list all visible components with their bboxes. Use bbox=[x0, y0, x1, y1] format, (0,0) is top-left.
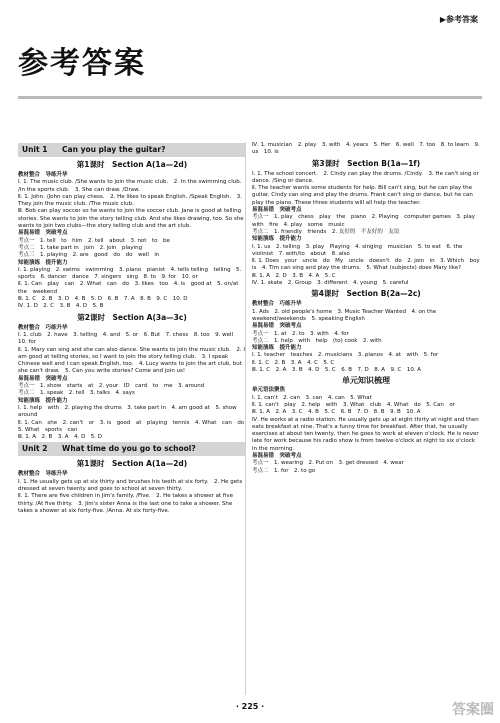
answer-line: Ⅳ. 1. musician 2. play 3. with 4. years 5. Her 6. well 7. too 8. to learn 9. us 10. is bbox=[252, 142, 480, 156]
section-label: 教材整合 巧练升华 bbox=[18, 324, 68, 331]
watermark-logo: 答案圈 bbox=[452, 702, 494, 718]
answer-line: Ⅰ. 1. teacher teaches 2. musicians 3. pianos 4. at with 5. for bbox=[252, 352, 439, 359]
section-label: 教材整合 导练升华 bbox=[18, 172, 68, 178]
answer-line: 考点一 1. show starts at 2. your ID card to me 3. around bbox=[18, 383, 205, 390]
answer-line: Ⅰ. 1. He usually gets up at six thirty and brushes his teeth at six forty. 2. He gets dressed at seven twenty and goes to school at seven thirty. bbox=[18, 478, 243, 492]
answer-line: Ⅰ. 1. The music club. /She wants to join the music club. 2. In the swimming club. /In the sports club. 3. She can draw. /Draw. bbox=[18, 179, 242, 193]
lesson-heading: 第2课时 Section A(3a—3c) bbox=[77, 312, 187, 322]
section-label: 易混易错 突破考点 bbox=[252, 207, 302, 214]
title-divider bbox=[18, 96, 482, 99]
section-label: 单元语法聚焦 bbox=[252, 387, 286, 394]
answer-line: Ⅱ. 1. Can play can 2. What can do 3. likes too 4. is good at 5. on/at the weekend bbox=[18, 281, 244, 295]
answer-line: Ⅱ. 1. Mary can sing and she can also dance. She wants to join the music club. 2. I am good at telling stories, so I want to join the story telling club. 3. I speak Chinese well and I can speak English, too. 4. Lucy wants to join the art club, but she can't draw. 5. Can you write stories? Come and join us! bbox=[18, 346, 246, 375]
answer-line: 考点二 1. take part in join 2. join playing bbox=[18, 244, 143, 251]
lesson-heading: 第1课时 Section A(1a—2d) bbox=[76, 459, 188, 469]
answer-line: Ⅱ. 1. There are five children in Jim's family. /Five. 2. He takes a shower at five thirty. /At five thirty. 3. Jim's sister Anna is the last one to take a shower. She takes a shower at six forty-five. /Anna. At six forty-five. bbox=[18, 493, 234, 514]
unit-1-banner bbox=[18, 143, 246, 157]
section-label: 易混易错 突破考点 bbox=[252, 452, 302, 459]
header-label: ▶参考答案 bbox=[439, 15, 478, 24]
unit-title: Can you play the guitar? bbox=[62, 145, 166, 154]
answer-line: 考点三 1. playing 2. are good do do well in bbox=[18, 252, 160, 259]
lesson-heading: 第4课时 Section B(2a—2c) bbox=[311, 289, 421, 299]
lesson-body bbox=[18, 172, 246, 311]
answer-line: Ⅲ. 1. C 2. B 3. D 4. B 5. D 6. B 7. A 8. B 9. C 10. D bbox=[18, 296, 188, 303]
unit-number: Unit 1 bbox=[22, 145, 48, 154]
answer-line: Ⅱ. 1. Does your uncle do My uncle doesn't do 2. join in 3. Which boy is 4. Tim can sing and play the drums. 5. What (subjects) does Mary like? bbox=[252, 258, 486, 272]
section-label: 易混易错 突破考点 bbox=[18, 375, 68, 382]
lesson-body bbox=[252, 301, 480, 374]
answer-line: 考点一 1. tell to him 2. tell about 3. not to be bbox=[18, 237, 170, 244]
answer-line: 考点二 1. help with help (to) cook 2. with bbox=[252, 337, 382, 344]
answer-line: Ⅰ. 1. playing 2. swims swimming 3. piano pianist 4. tells telling telling 5. sports 6. dancer dance 7. singers sing 8. to 9. for 10. or bbox=[18, 266, 242, 281]
answer-line: Ⅲ. 1. C 2. A 3. B 4. D 5. C 6. B 7. D 8. A 9. C 10. A bbox=[252, 367, 422, 374]
answer-line: 考点二 1. friendly friends 2. 友好的 不友好的 友谊 bbox=[252, 228, 400, 235]
section-label: 知能演练 提升能力 bbox=[252, 236, 302, 243]
answer-line: Ⅱ. 1. can't play 2. help with 3. What club 4. What do 5. Can or bbox=[252, 401, 456, 408]
lesson-body bbox=[18, 471, 246, 515]
answer-line: Ⅲ. Bob can play soccer so he wants to join the soccer club. Jane is good at telling stories. She wants to join the story telling club. And she likes drawing, too. So she wants to join two clubs—the story telling club and the art club. bbox=[18, 208, 244, 230]
answer-line: Ⅳ. He works at a radio station. He usually gets up at eight thirty at night and then eats breakfast at nine. That's a funny time for breakfast. After that, he usually exercises at about ten twenty, then he goes to work at eleven o'clock. He is never late for work because his radio show is from twelve o'clock at night to six o'clock in the morning. bbox=[252, 416, 479, 452]
unit-number: Unit 2 bbox=[22, 444, 48, 454]
answer-line: Ⅰ. 1. us 2. telling 3. play Playing 4. singing musician 5. to eat 6. the violinist 7. with/to about 8. also bbox=[252, 243, 468, 257]
answer-line: Ⅲ. 1. A 2. B 3. A 4. D 5. D bbox=[18, 434, 103, 441]
section-label: 知能演练 提升能力 bbox=[18, 259, 68, 266]
answer-line: 考点一 1. wearing 2. Put on 3. get dressed 4. wear bbox=[252, 460, 404, 467]
section-label: 教材整合 导练升华 bbox=[18, 471, 68, 478]
answer-line: Ⅰ. 1. help with 2. playing the drums 3. take part in 4. am good at 5. show around bbox=[18, 404, 243, 419]
answer-line: Ⅰ. 1. can't 2. can 3. can 4. can 5. What bbox=[252, 394, 372, 401]
unit-title: What time do you go to school? bbox=[62, 444, 196, 454]
lesson-heading: 第3课时 Section B(1a—1f) bbox=[311, 158, 421, 168]
answer-line: Ⅲ. 1. A 2. A 3. C 4. B 5. C 6. B 7. D 8. B 9. B 10. A bbox=[252, 409, 421, 416]
page-number: · 225 · bbox=[235, 702, 265, 711]
page-title: 参考答案 bbox=[18, 46, 146, 81]
answer-line: Ⅳ. 1. D 2. C 3. B 4. D 5. B bbox=[18, 303, 104, 310]
unit-2-banner bbox=[18, 442, 246, 456]
section-label: 知能演练 提升能力 bbox=[252, 345, 302, 352]
answer-line: Ⅱ. The teacher wants some students for help. Bill can't sing, but he can play the guitar. Cindy can sing and play the drums. Frank can't sing or dance, but he can play the piano. These three students will all help the teacher. bbox=[252, 185, 473, 206]
section-label: 知能演练 提升能力 bbox=[18, 397, 68, 404]
lesson-body bbox=[252, 170, 486, 288]
answer-line: Ⅱ. 1. Can she 2. can't or 3. is good at playing tennis 4. What can do 5. What sports can bbox=[18, 419, 250, 433]
answer-line: Ⅳ. 1. skate 2. Group 3. different 4. young 5. careful bbox=[252, 280, 409, 287]
answer-line: Ⅰ. 1. club 2. have 3. telling 4. and 5. or 6. But 7. chess 8. too 9. well 10. for bbox=[18, 331, 239, 346]
review-heading: 单元知识梳理 bbox=[342, 376, 390, 386]
section-label: 易混易错 突破考点 bbox=[18, 230, 68, 237]
lesson-body bbox=[18, 324, 250, 442]
answer-line: 考点一 1. at 2. to 3. with 4. for bbox=[252, 330, 349, 337]
left-column bbox=[18, 142, 250, 515]
review-body bbox=[252, 387, 480, 475]
answer-line: 考点一 1. play chess play the piano 2. Playing computer games 3. play with fire 4. play some music bbox=[252, 214, 481, 228]
answer-line: 考点二 1. for 2. to go bbox=[252, 467, 316, 474]
lesson-heading: 第1课时 Section A(1a—2d) bbox=[76, 160, 188, 169]
section-label: 易混易错 突破考点 bbox=[252, 323, 302, 330]
right-column bbox=[252, 142, 486, 475]
answer-line: 1. Ads 2. old people's home 3. Music Teacher Wanted 4. on the weekend/weekends 5. speaking English bbox=[252, 308, 437, 322]
answer-line: Ⅲ. 1. A 2. D 3. B 4. A 5. C bbox=[252, 272, 336, 279]
answer-line: Ⅰ. 1. The school concert. 2. Cindy can play the drums. /Cindy. 3. He can't sing or dance. /Sing or dance. bbox=[252, 170, 479, 184]
answer-line: Ⅱ. 1. C 2. B 3. A 4. C 5. C bbox=[252, 359, 335, 366]
section-label: 教材整合 巧练升华 bbox=[252, 301, 302, 308]
answer-line: Ⅱ. 1. John. /John can play chess. 2. He likes to speak English. /Speak English. 3. They join the music club. /The music club. bbox=[18, 193, 242, 208]
answer-line: 考点二 1. speak 2. tell 3. talks 4. says bbox=[18, 390, 135, 397]
